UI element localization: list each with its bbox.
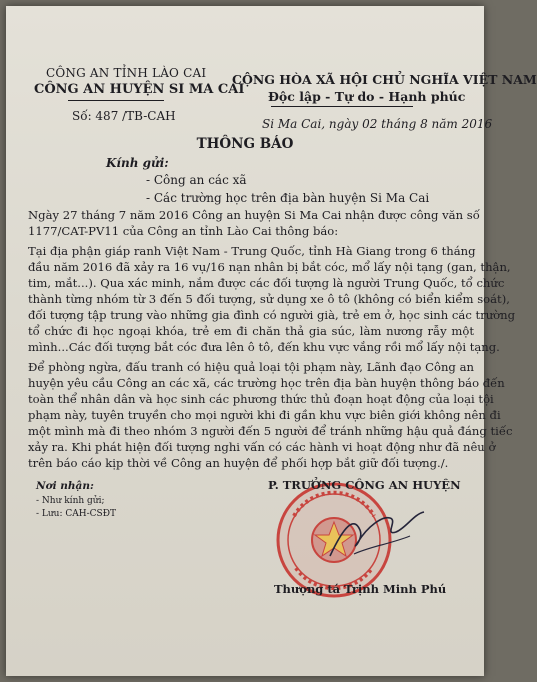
recipients-item: - Lưu: CAH-CSĐT xyxy=(36,509,116,519)
document-page xyxy=(6,6,537,676)
body-line: Tại địa phận giáp ranh Việt Nam - Trung Quốc, tỉnh Hà Giang trong 6 tháng xyxy=(28,244,476,258)
recipient-line: - Công an các xã xyxy=(146,173,247,187)
national-motto: Độc lập - Tự do - Hạnh phúc xyxy=(268,89,466,104)
issuer-province: CÔNG AN TỈNH LÀO CAI xyxy=(46,66,207,80)
national-title: CỘNG HÒA XÃ HỘI CHỦ NGHĨA VIỆT NAM xyxy=(232,72,537,87)
body-line: tim, mắt...). Qua xác minh, nắm được các đối tượng là người Trung Quốc, tổ chức xyxy=(28,276,505,290)
motto-underline xyxy=(271,106,413,107)
body-line: xảy ra. Khi phát hiện đối tượng nghi vấn có các hành vi hoạt động như đã nêu ở xyxy=(28,440,496,454)
handwritten-signature xyxy=(324,496,434,580)
body-line: đối tượng tập trung vào những gia đình có người già, trẻ em ở, học sinh các trường xyxy=(28,308,516,322)
body-line: thành từng nhóm từ 3 đến 5 đối tượng, sử dụng xe ô tô (không có biển kiểm soát), xyxy=(28,292,510,306)
signer-title: P. TRƯỞNG CÔNG AN HUYỆN xyxy=(268,478,461,492)
signer-name: Thượng tá Trịnh Minh Phú xyxy=(274,582,447,596)
greeting: Kính gửi: xyxy=(106,156,169,170)
body-line: Ngày 27 tháng 7 năm 2016 Công an huyện Si Ma Cai nhận được công văn số xyxy=(28,208,480,222)
body-line: 1177/CAT-PV11 của Công an tỉnh Lào Cai thông báo: xyxy=(28,224,339,238)
recipients-title: Nơi nhận: xyxy=(36,480,94,492)
body-line: trên báo cáo kịp thời về Công an huyện để phối hợp bắt giữ đối tượng./. xyxy=(28,456,449,470)
recipients-item: - Như kính gửi; xyxy=(36,496,105,506)
recipient-line: - Các trường học trên địa bàn huyện Si Ma Cai xyxy=(146,191,430,205)
body-line: đầu năm 2016 đã xảy ra 16 vụ/16 nạn nhân bị bắt cóc, mổ lấy nội tạng (gan, thận, xyxy=(28,260,511,274)
issuer-district: CÔNG AN HUYỆN SI MA CAI xyxy=(34,82,245,97)
document-title: THÔNG BÁO xyxy=(196,136,294,152)
body-line: một mình mà đi theo nhóm 3 người đến 5 người để tránh những hậu quả đáng tiếc xyxy=(28,424,513,438)
body-line: tổ chức đi học ngoại khóa, trẻ em đi chăn thả gia súc, làm nương rẫy một xyxy=(28,324,474,338)
body-line: toàn thể nhân dân và học sinh các phương thức thủ đoạn hoạt động của loại tội xyxy=(28,392,494,406)
issuer-underline xyxy=(68,100,164,101)
body-line: mình...Các đối tượng bắt cóc đưa lên ô tô, đến khu vực vắng rồi mổ lấy nội tạng. xyxy=(28,340,500,354)
document-number: Số: 487 /TB-CAH xyxy=(72,109,176,123)
body-line: Để phòng ngừa, đấu tranh có hiệu quả loại tội phạm này, Lãnh đạo Công an xyxy=(28,360,474,374)
body-line: huyện yêu cầu Công an các xã, các trường học trên địa bàn huyện thông báo đến xyxy=(28,376,505,390)
body-line: phạm này, tuyên truyền cho mọi người khi đi gần khu vực biên giới không nên đi xyxy=(28,408,501,422)
place-date: Si Ma Cai, ngày 02 tháng 8 năm 2016 xyxy=(262,117,493,131)
